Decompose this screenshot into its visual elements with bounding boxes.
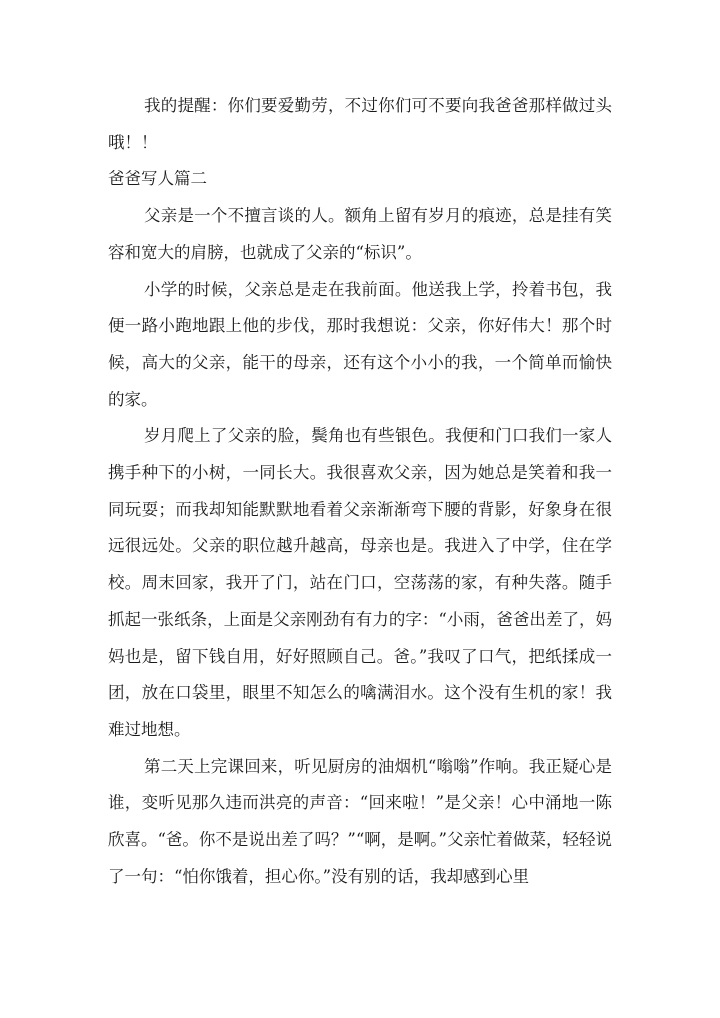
paragraph-4: 第二天上完课回来，听见厨房的油烟机“嗡嗡”作响。我正疑心是谁，变听见那久违而洪亮的声音：“回来啦！”是父亲！心中涌地一陈欣喜。“爸。你不是说出差了吗？”“啊，是啊。”父亲忙着做菜，轻轻说了一句：“怕你饿着，担心你。”没有别的话，我却感到心里 [108, 756, 612, 886]
paragraph-1: 父亲是一个不擅言谈的人。额角上留有岁月的痕迹，总是挂有笑容和宽大的肩膀，也就成了父亲的“标识”。 [108, 206, 612, 262]
paragraph-2: 小学的时候，父亲总是走在我前面。他送我上学，拎着书包，我便一路小跑地跟上他的步伐，那时我想说：父亲，你好伟大！那个时候，高大的父亲，能干的母亲，还有这个小小的我，一个简单而愉快的家。 [108, 279, 612, 409]
paragraph-reminder: 我的提醒：你们要爱勤劳，不过你们可不要向我爸爸那样做过头哦！！ [108, 96, 612, 152]
document-body [108, 88, 612, 895]
section-heading: 爸爸写人篇二 [108, 169, 207, 189]
paragraph-3: 岁月爬上了父亲的脸，鬓角也有些银色。我便和门口我们一家人携手种下的小树，一同长大。我很喜欢父亲，因为她总是笑着和我一同玩耍；而我却知能默默地看着父亲渐渐弯下腰的背影，好象身在很远很远处。父亲的职位越升越高，母亲也是。我进入了中学，住在学校。周末回家，我开了门，站在门口，空荡荡的家，有种失落。随手抓起一张纸条，上面是父亲刚劲有有力的字：“小雨，爸爸出差了，妈妈也是，留下钱自用，好好照顾自己。爸。”我叹了口气，把纸揉成一团，放在口袋里，眼里不知怎么的噙满泪水。这个没有生机的家！我难过地想。 [108, 426, 612, 739]
